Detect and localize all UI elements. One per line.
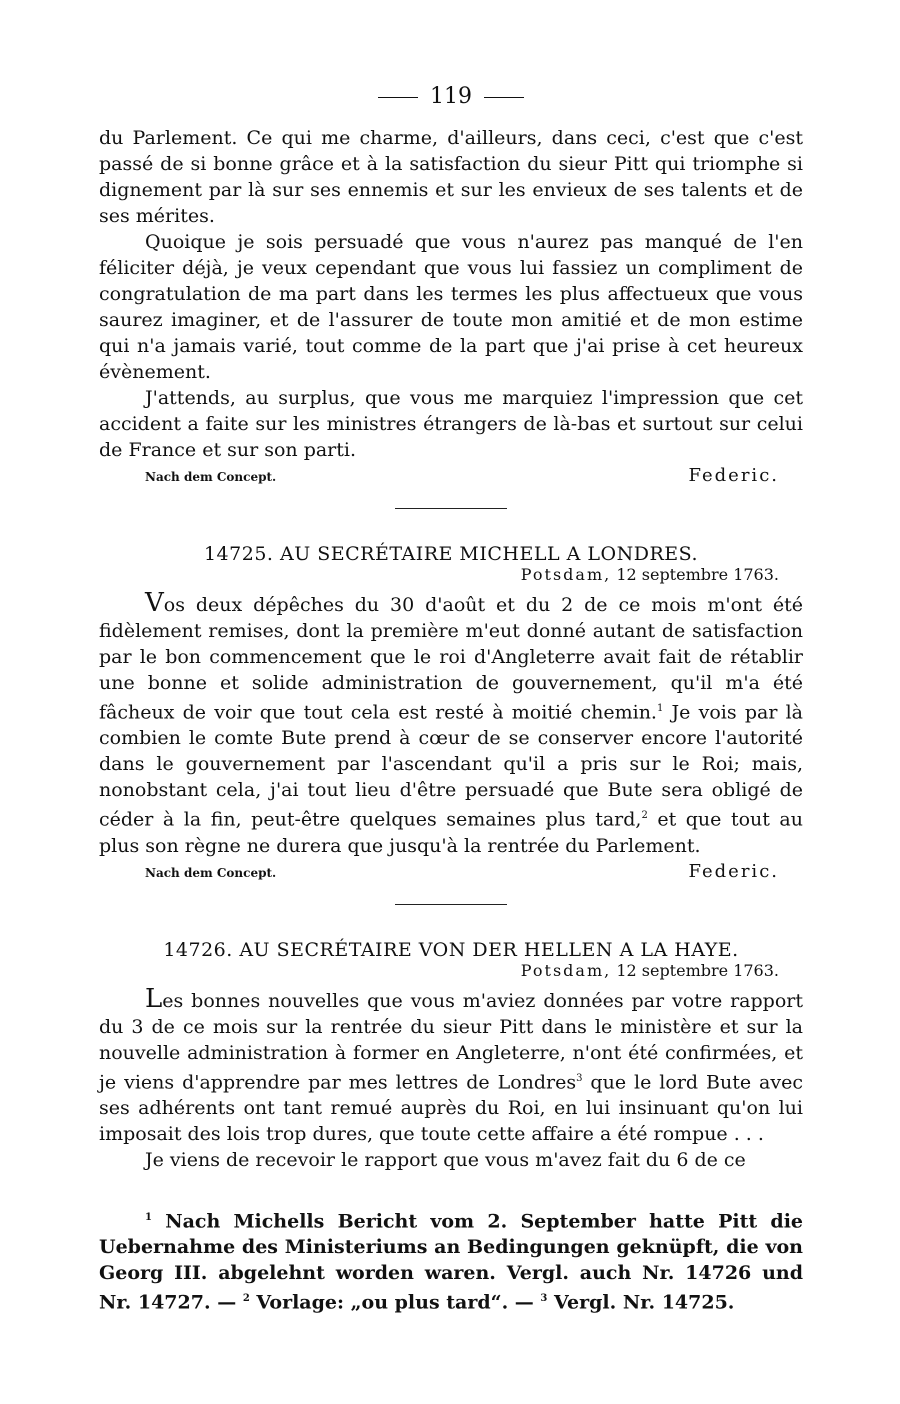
signature-row (99, 861, 803, 882)
page-number: 119 (430, 84, 472, 109)
footnote-mark: 2 (242, 1293, 250, 1305)
dateline (99, 565, 779, 584)
footnote-mark: 3 (540, 1293, 548, 1305)
footnotes (99, 1205, 803, 1316)
dateline-place: Potsdam, (520, 565, 612, 584)
letter-heading: 14726. AU SECRÉTAIRE VON DER HELLEN A LA HAYE. (163, 938, 739, 961)
page-header (99, 84, 803, 109)
dateline (99, 961, 779, 980)
dateline-date: 12 septembre 1763. (616, 565, 779, 584)
footnote-ref[interactable]: 3 (576, 1072, 583, 1084)
source-note: Nach dem Concept. (145, 865, 277, 880)
text-run: et que tout au plus son règne ne durera que jusqu'à la rentrée du Parlement. (99, 808, 803, 857)
text-run: que le lord Bute avec ses adhérents ont tant remué auprès du Roi, en lui insinuant qu'on lui imposait des lois trop dures, que toute cette affaire a été rompue . . . (99, 1070, 803, 1145)
signature-row (99, 465, 803, 486)
letter-14726 (99, 939, 803, 1173)
letter-14725 (99, 543, 803, 882)
footnote-text (99, 1205, 803, 1316)
signature: Federic. (688, 860, 779, 882)
footnote-ref[interactable]: 2 (641, 810, 648, 822)
header-dash-left (378, 97, 418, 98)
section-divider (395, 904, 507, 905)
text-run: os deux dépêches du 30 d'août et du 2 de ce mois m'ont été fidèlement remises, dont la première m'eut donné autant de satisfaction par le bon commencement que le roi d'Angleterre avait fait de rétablir une bonne et solide administration de gouvernement, qu'il m'a été fâcheux de voir que tout cela est resté à moitié chemin. (99, 594, 803, 724)
text-run: Vergl. Nr. 14725. (547, 1291, 735, 1314)
dateline-date: 12 septembre 1763. (616, 960, 779, 980)
initial-letter: V (145, 588, 164, 618)
paragraph: Je viens de recevoir le rapport que vous m'avez fait du 6 de ce (145, 1148, 746, 1171)
dateline-place: Potsdam, (520, 960, 612, 980)
text-run: es bonnes nouvelles que vous m'aviez données par votre rapport du 3 de ce mois sur la rentrée du sieur Pitt dans le ministère et sur la nouvelle administration à former en Angleterre, n'ont été confirmées, et je viens d'apprendre par mes lettres de Londres (99, 989, 803, 1093)
source-note: Nach dem Concept. (145, 470, 277, 484)
text-run: Vorlage: „ou plus tard“. — (249, 1291, 541, 1314)
paragraph: du Parlement. Ce qui me charme, d'ailleurs, dans ceci, c'est que c'est passé de si bonne grâce et à la satisfaction du sieur Pitt qui triomphe si dignement par là sur ses ennemis et sur les envieux de ses talents et de ses mérites. (99, 127, 803, 227)
initial-letter: L (145, 983, 163, 1014)
text-run: Nach Michells Bericht vom 2. September hatte Pitt die Uebernahme des Ministeriums an Bedingungen geknüpft, die von Georg III. abgelehnt worden waren. Vergl. auch Nr. 14726 und Nr. 14727. — (99, 1210, 803, 1314)
paragraph (99, 983, 803, 1147)
continuation-letter (99, 125, 803, 486)
paragraph: J'attends, au surplus, que vous me marquiez l'impression que cet accident a faite sur les ministres étrangers de là-bas et surtout sur celui de France et sur son parti. (99, 387, 803, 461)
footnote-ref[interactable]: 1 (656, 703, 664, 714)
header-dash-right (484, 97, 524, 98)
paragraph (99, 590, 803, 859)
section-divider (395, 508, 507, 509)
document-page (99, 84, 803, 1316)
footnote-mark: 1 (145, 1211, 152, 1223)
paragraph: Quoique je sois persuadé que vous n'aurez pas manqué de l'en féliciter déjà, je veux cependant que vous lui fassiez un compliment de congratulation de ma part dans les termes les plus affectueux que vous saurez imaginer, et de l'assurer de toute mon amitié et de mon estime qui n'a jamais varié, tout comme de la part que j'ai prise à cet heureux évènement. (99, 231, 803, 383)
text-run: Je vois par là combien le comte Bute prend à cœur de se conserver encore l'autorité dans le gouvernement par l'ascendant qu'il a pris sur le Roi; mais, nonobstant cela, j'ai tout lieu d'être persuadé que Bute sera obligé de céder à la fin, peut-être quelques semaines plus tard, (99, 701, 804, 831)
letter-heading: 14725. AU SECRÉTAIRE MICHELL A LONDRES. (203, 543, 699, 565)
signature: Federic. (688, 465, 779, 486)
